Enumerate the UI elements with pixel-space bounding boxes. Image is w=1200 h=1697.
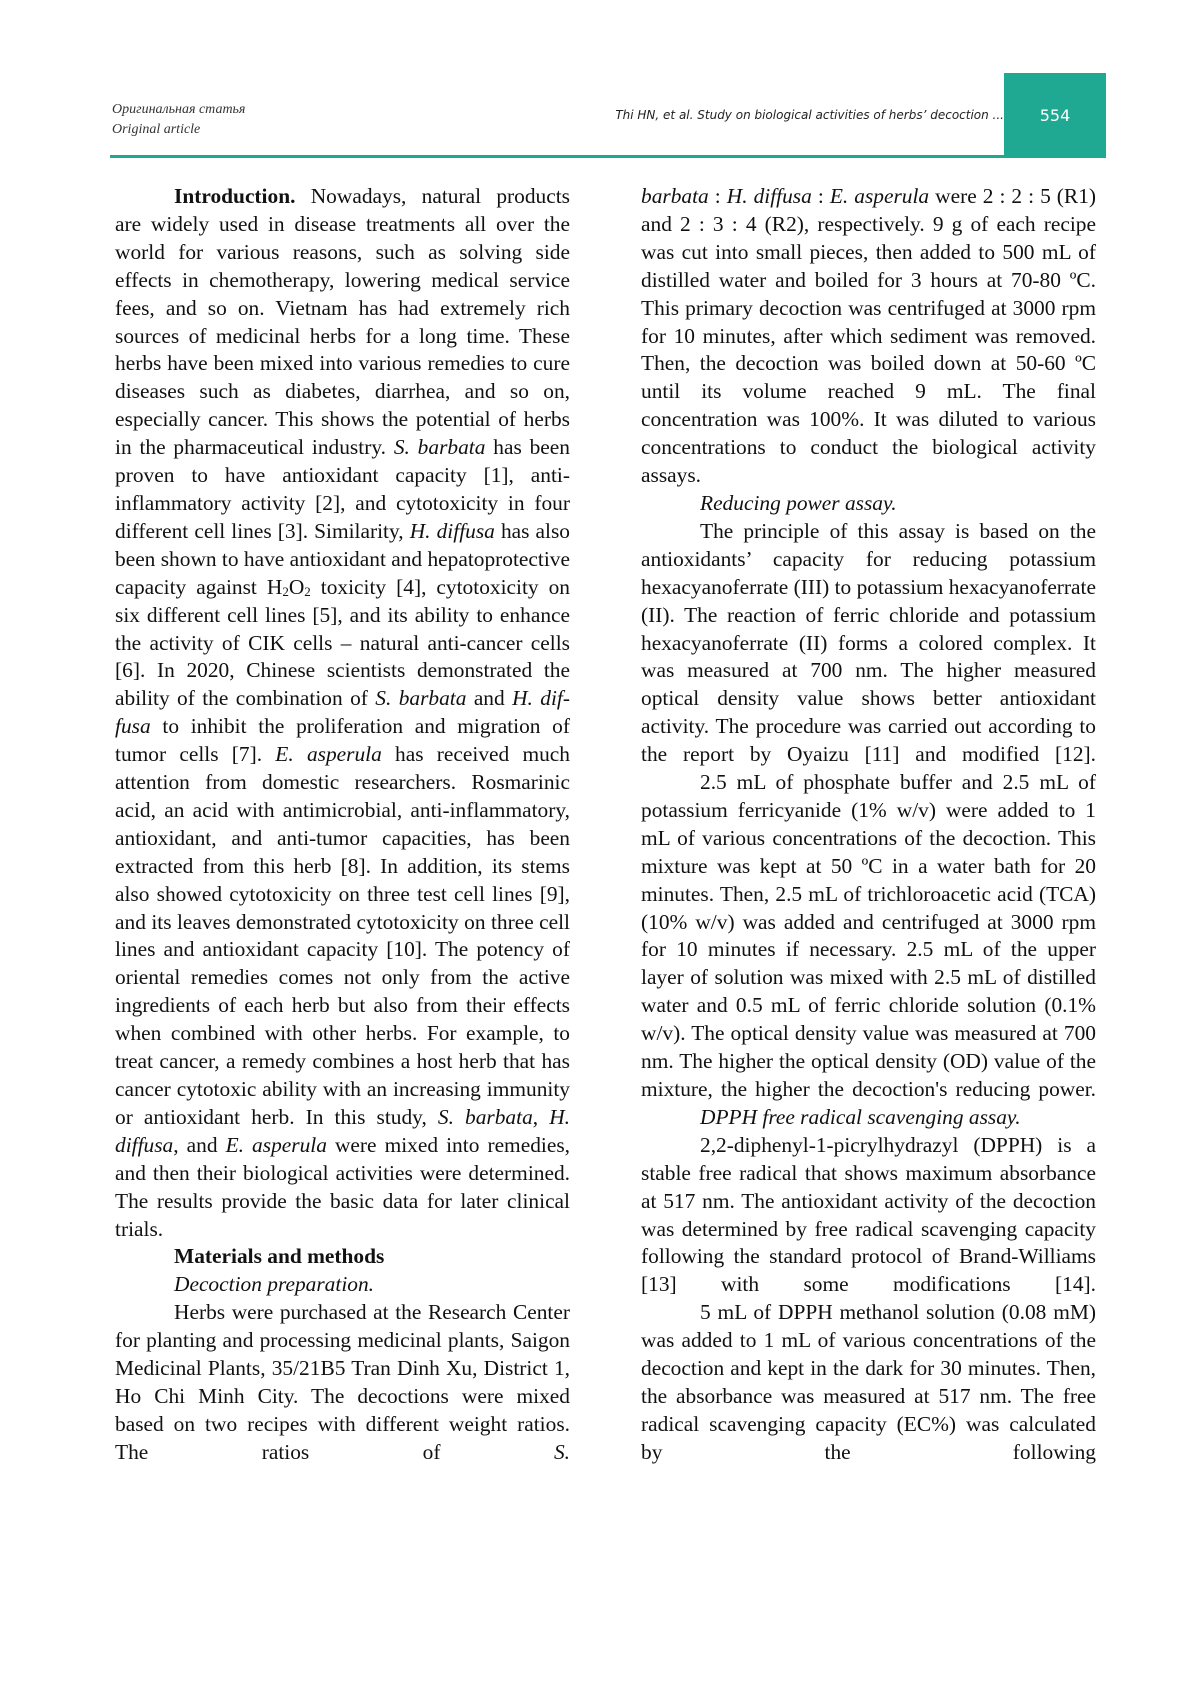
decoction-paragraph (115, 1299, 570, 1466)
decoction-text-1: Herbs were purchased at the Research Center for planting and processing medicinal plants, Saigon Medicinal Plants, 35/21B5 Tran Dinh Xu, District 1, Ho Chi Minh City. The decoctions were mixed based on two recipes with different weight ratios. The ratios of (115, 1300, 570, 1464)
species-name: H. diffusa (115, 1104, 570, 1157)
intro-text-3: has also been shown to have antioxidant and hepatoprotective capacity against H (115, 518, 571, 599)
species-name: H. diffusa (409, 518, 495, 543)
subsection-heading-dpph (641, 1104, 1096, 1132)
species-name: H. diffusa (115, 686, 570, 739)
decoction-paragraph-cont (641, 183, 1096, 490)
species-name: E. asperula (275, 742, 382, 767)
intro-text-6: has received much attention from domestic researchers. Rosmarinic acid, an acid with antimicrobial, anti-inflammatory, antioxidant, and anti-tumor capacities, has been extracted from this herb [8]. In addition, its stems also showed cytotoxicity on three test cell lines [9], and its leaves demonstrated cytotoxicity on three cell lines and antioxidant capacity [10]. The potency of oriental remedies comes not only from the active ingredients of each herb but also from their effects when combined with other herbs. For example, to treat cancer, a remedy combines a host herb that has cancer cytotoxic ability with an increasing immunity or antioxidant herb. In this study, (115, 742, 570, 1129)
decoction-heading: Decoction preparation. (174, 1272, 375, 1297)
species-name: S. (553, 1439, 570, 1464)
intro-text-5: to inhibit the proliferation and migration of tumor cells [7]. (115, 714, 570, 767)
chem-subscript: 2 (304, 583, 311, 599)
decoction-text-2: were 2 : 2 : 5 (R1) and 2 : 3 : 4 (R2), respectively. 9 g of each recipe was cut into small pieces, then added to 500 mL of distilled water and boiled for 3 hours at 70-80 ºC. This primary decoction was centrifuged at 3000 rpm for 10 minutes, after which sediment was removed. Then, the decoction was boiled down at 50-60 ºC until its volume reached 9 mL. The final concentration was 100%. It was diluted to various concentrations to conduct the biological activity assays. (641, 184, 1097, 488)
reducing-heading: Reducing power assay. (700, 490, 897, 515)
ratio-separator: : (811, 184, 830, 208)
intro-text-8: were mixed into remedies, and then their biological activities were determined. The results provide the basic data for later clinical trials. (115, 1132, 570, 1241)
running-title: Thi HN, et al. Study on biological activities of herbs’ decoction ... (615, 108, 1004, 122)
header-rule (110, 155, 1106, 158)
intro-conjunction: and (466, 686, 513, 711)
intro-text-7: , and (173, 1132, 226, 1157)
species-name: H. diffusa (726, 184, 812, 208)
subsection-heading-reducing (641, 490, 1096, 518)
article-type-en: Original article (112, 122, 201, 137)
species-name: S. barbata (393, 435, 486, 460)
reducing-paragraph-1: The principle of this assay is based on the antioxidants’ capacity for reducing potassium hexacyanoferrate (III) to potassium hexacyanoferrate (II). The reaction of ferric chloride and potassium hexacyanoferrate (II) forms a colored complex. It was measured at 700 nm. The higher measured optical density value shows better antioxidant activity. The procedure was carried out according to the report by Oyaizu [11] and modified [12]. (641, 518, 1096, 767)
right-column (641, 183, 1096, 1467)
intro-separator: , (532, 1104, 550, 1129)
intro-text-1: Nowadays, natural products are widely used in disease treatments all over the world for various reasons, such as solving side effects in chemotherapy, lowering medical service fees, and so on. Vietnam has had extremely rich sources of medicinal herbs for a long time. These herbs have been mixed into various remedies to cure diseases such as diabetes, diarrhea, and so on, especially cancer. This shows the potential of herbs in the pharmaceutical industry. (115, 184, 570, 460)
section-heading-methods (115, 1243, 570, 1271)
intro-text-4: toxicity [4], cytotoxicity on six different cell lines [5], and its ability to enhance the activity of CIK cells – natural anti-cancer cells [6]. In 2020, Chinese scientists demonstrated the ability of the combination of (115, 574, 570, 711)
chem-subscript: 2 (282, 583, 289, 599)
species-name: E. asperula (829, 184, 930, 208)
dpph-heading: DPPH free radical scavenging assay. (700, 1104, 1021, 1129)
chem-symbol: O (288, 574, 305, 599)
page-number: 554 (1039, 105, 1071, 125)
intro-text-2: has been proven to have antioxidant capacity [1], anti-inflammatory activity [2], and cytotoxicity in four different cell lines [3]. Similarity, (115, 435, 570, 543)
intro-heading: Introduction. (174, 184, 296, 208)
species-name: S. barbata (437, 1104, 533, 1129)
subsection-heading-decoction (115, 1271, 570, 1299)
species-name: E. asperula (225, 1132, 327, 1157)
species-name: barbata (641, 184, 709, 208)
reducing-paragraph-2: 2.5 mL of phosphate buffer and 2.5 mL of potassium ferricyanide (1% w/v) were added to 1 mL of various concentrations of the decoction. This mixture was kept at 50 ºC in a water bath for 20 minutes. Then, 2.5 mL of trichloroacetic acid (TCA) (10% w/v) was added and centrifuged at 3000 rpm for 10 minutes if necessary. 2.5 mL of the upper layer of solution was mixed with 2.5 mL of distilled water and 0.5 mL of ferric chloride solution (0.1% w/v). The optical density value was measured at 700 nm. The higher the optical density (OD) value of the mixture, the higher the decoction's reducing power. (641, 770, 1096, 1101)
page-number-tab (1004, 73, 1106, 157)
dpph-paragraph-1: 2,2-diphenyl-1-picrylhydrazyl (DPPH) is a stable free radical that shows maximum absorbance at 517 nm. The antioxidant activity of the decoction was determined by free radical scavenging capacity following the standard protocol of Brand-Williams [13] with some modifications [14]. (641, 1132, 1096, 1297)
article-type-ru: Оригинальная статья (112, 102, 246, 117)
left-column (115, 183, 570, 1467)
species-name: S. barbata (375, 686, 467, 711)
article-type-label (112, 100, 245, 140)
ratio-separator: : (708, 184, 727, 208)
dpph-paragraph-2: 5 mL of DPPH methanol solution (0.08 mM) was added to 1 mL of various concentrations of the decoction and kept in the dark for 30 minutes. Then, the absorbance was measured at 517 nm. The free radical scavenging capacity (EC%) was calculated by the following (641, 1300, 1096, 1464)
intro-paragraph (115, 183, 570, 1243)
methods-heading: Materials and methods (174, 1244, 385, 1269)
